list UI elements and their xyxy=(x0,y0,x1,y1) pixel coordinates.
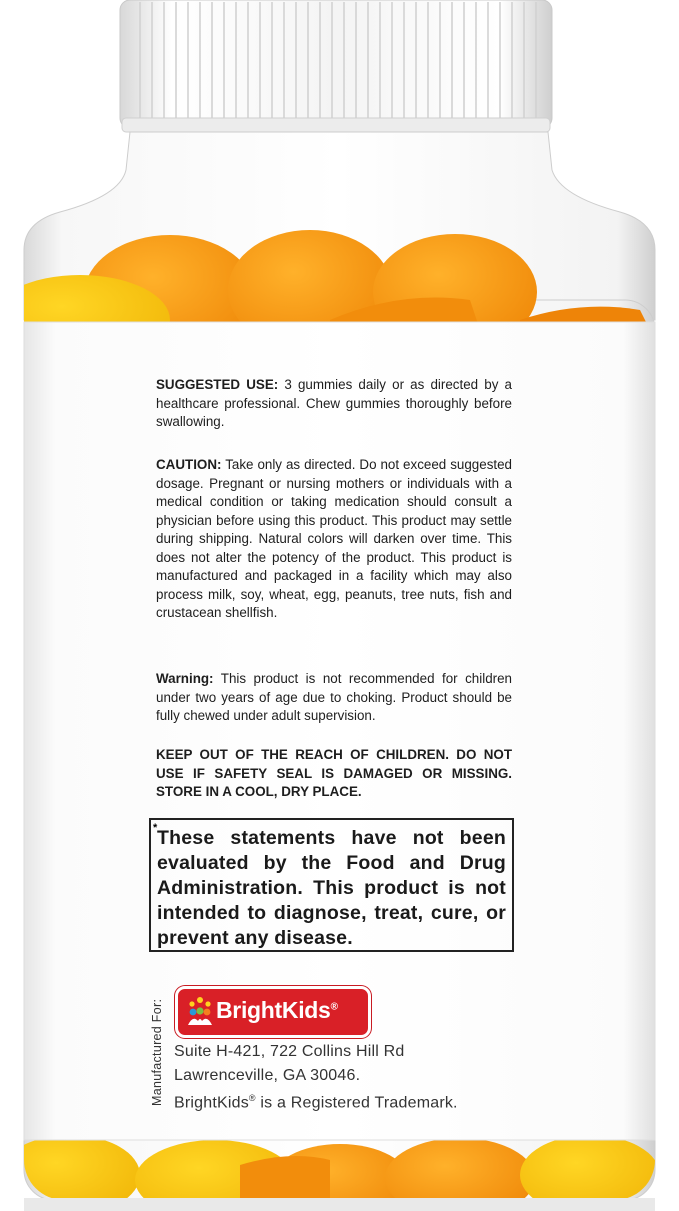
keep-out-notice xyxy=(156,746,512,802)
address-line-1: Suite H-421, 722 Collins Hill Rd xyxy=(174,1043,405,1060)
bottle-cap xyxy=(120,0,552,132)
warning-body: This product is not recommended for children under two years of age due to choking. Product should be fully chewed under adult supervision. xyxy=(156,671,512,723)
brand-kids-icon xyxy=(184,995,216,1029)
caution-body: Take only as directed. Do not exceed suggested dosage. Pregnant or nursing mothers or individuals with a medical condition or taking medication should consult a physician before using this product. This product may settle during shipping. Natural colors will darken over time. This does not alter the potency of the product. This product is manufactured and packaged in a facility which may also process milk, soy, wheat, egg, peanuts, tree nuts, fish and crustacean shellfish. xyxy=(156,457,512,620)
caution-section xyxy=(156,456,512,623)
caution-heading: CAUTION: xyxy=(156,457,222,472)
manufactured-for-label: Manufactured For: xyxy=(150,998,164,1106)
warning-section xyxy=(156,670,512,726)
keep-out-text: KEEP OUT OF THE REACH OF CHILDREN. DO NOT USE IF SAFETY SEAL IS DAMAGED OR MISSING. STORE IN A COOL, DRY PLACE. xyxy=(156,747,512,799)
brand-logo xyxy=(175,986,371,1038)
warning-heading: Warning: xyxy=(156,671,214,686)
fda-disclaimer-text: These statements have not been evaluated by the Food and Drug Administration. This product is not intended to diagnose, treat, cure, or prevent any disease. xyxy=(157,827,506,949)
fda-disclaimer-box xyxy=(149,818,514,952)
trademark-line: BrightKids® is a Registered Trademark. xyxy=(174,1093,458,1112)
suggested-use-section xyxy=(156,376,512,432)
suggested-use-heading: SUGGESTED USE: xyxy=(156,377,279,392)
brand-name: BrightKids® xyxy=(216,997,338,1023)
suggested-use-body: 3 gummies daily or as directed by a healthcare professional. Chew gummies thoroughly before swallowing. xyxy=(156,377,512,429)
fda-asterisk: * xyxy=(153,822,158,834)
address-line-2: Lawrenceville, GA 30046. xyxy=(174,1066,361,1084)
manufacturer-address xyxy=(174,1040,458,1115)
